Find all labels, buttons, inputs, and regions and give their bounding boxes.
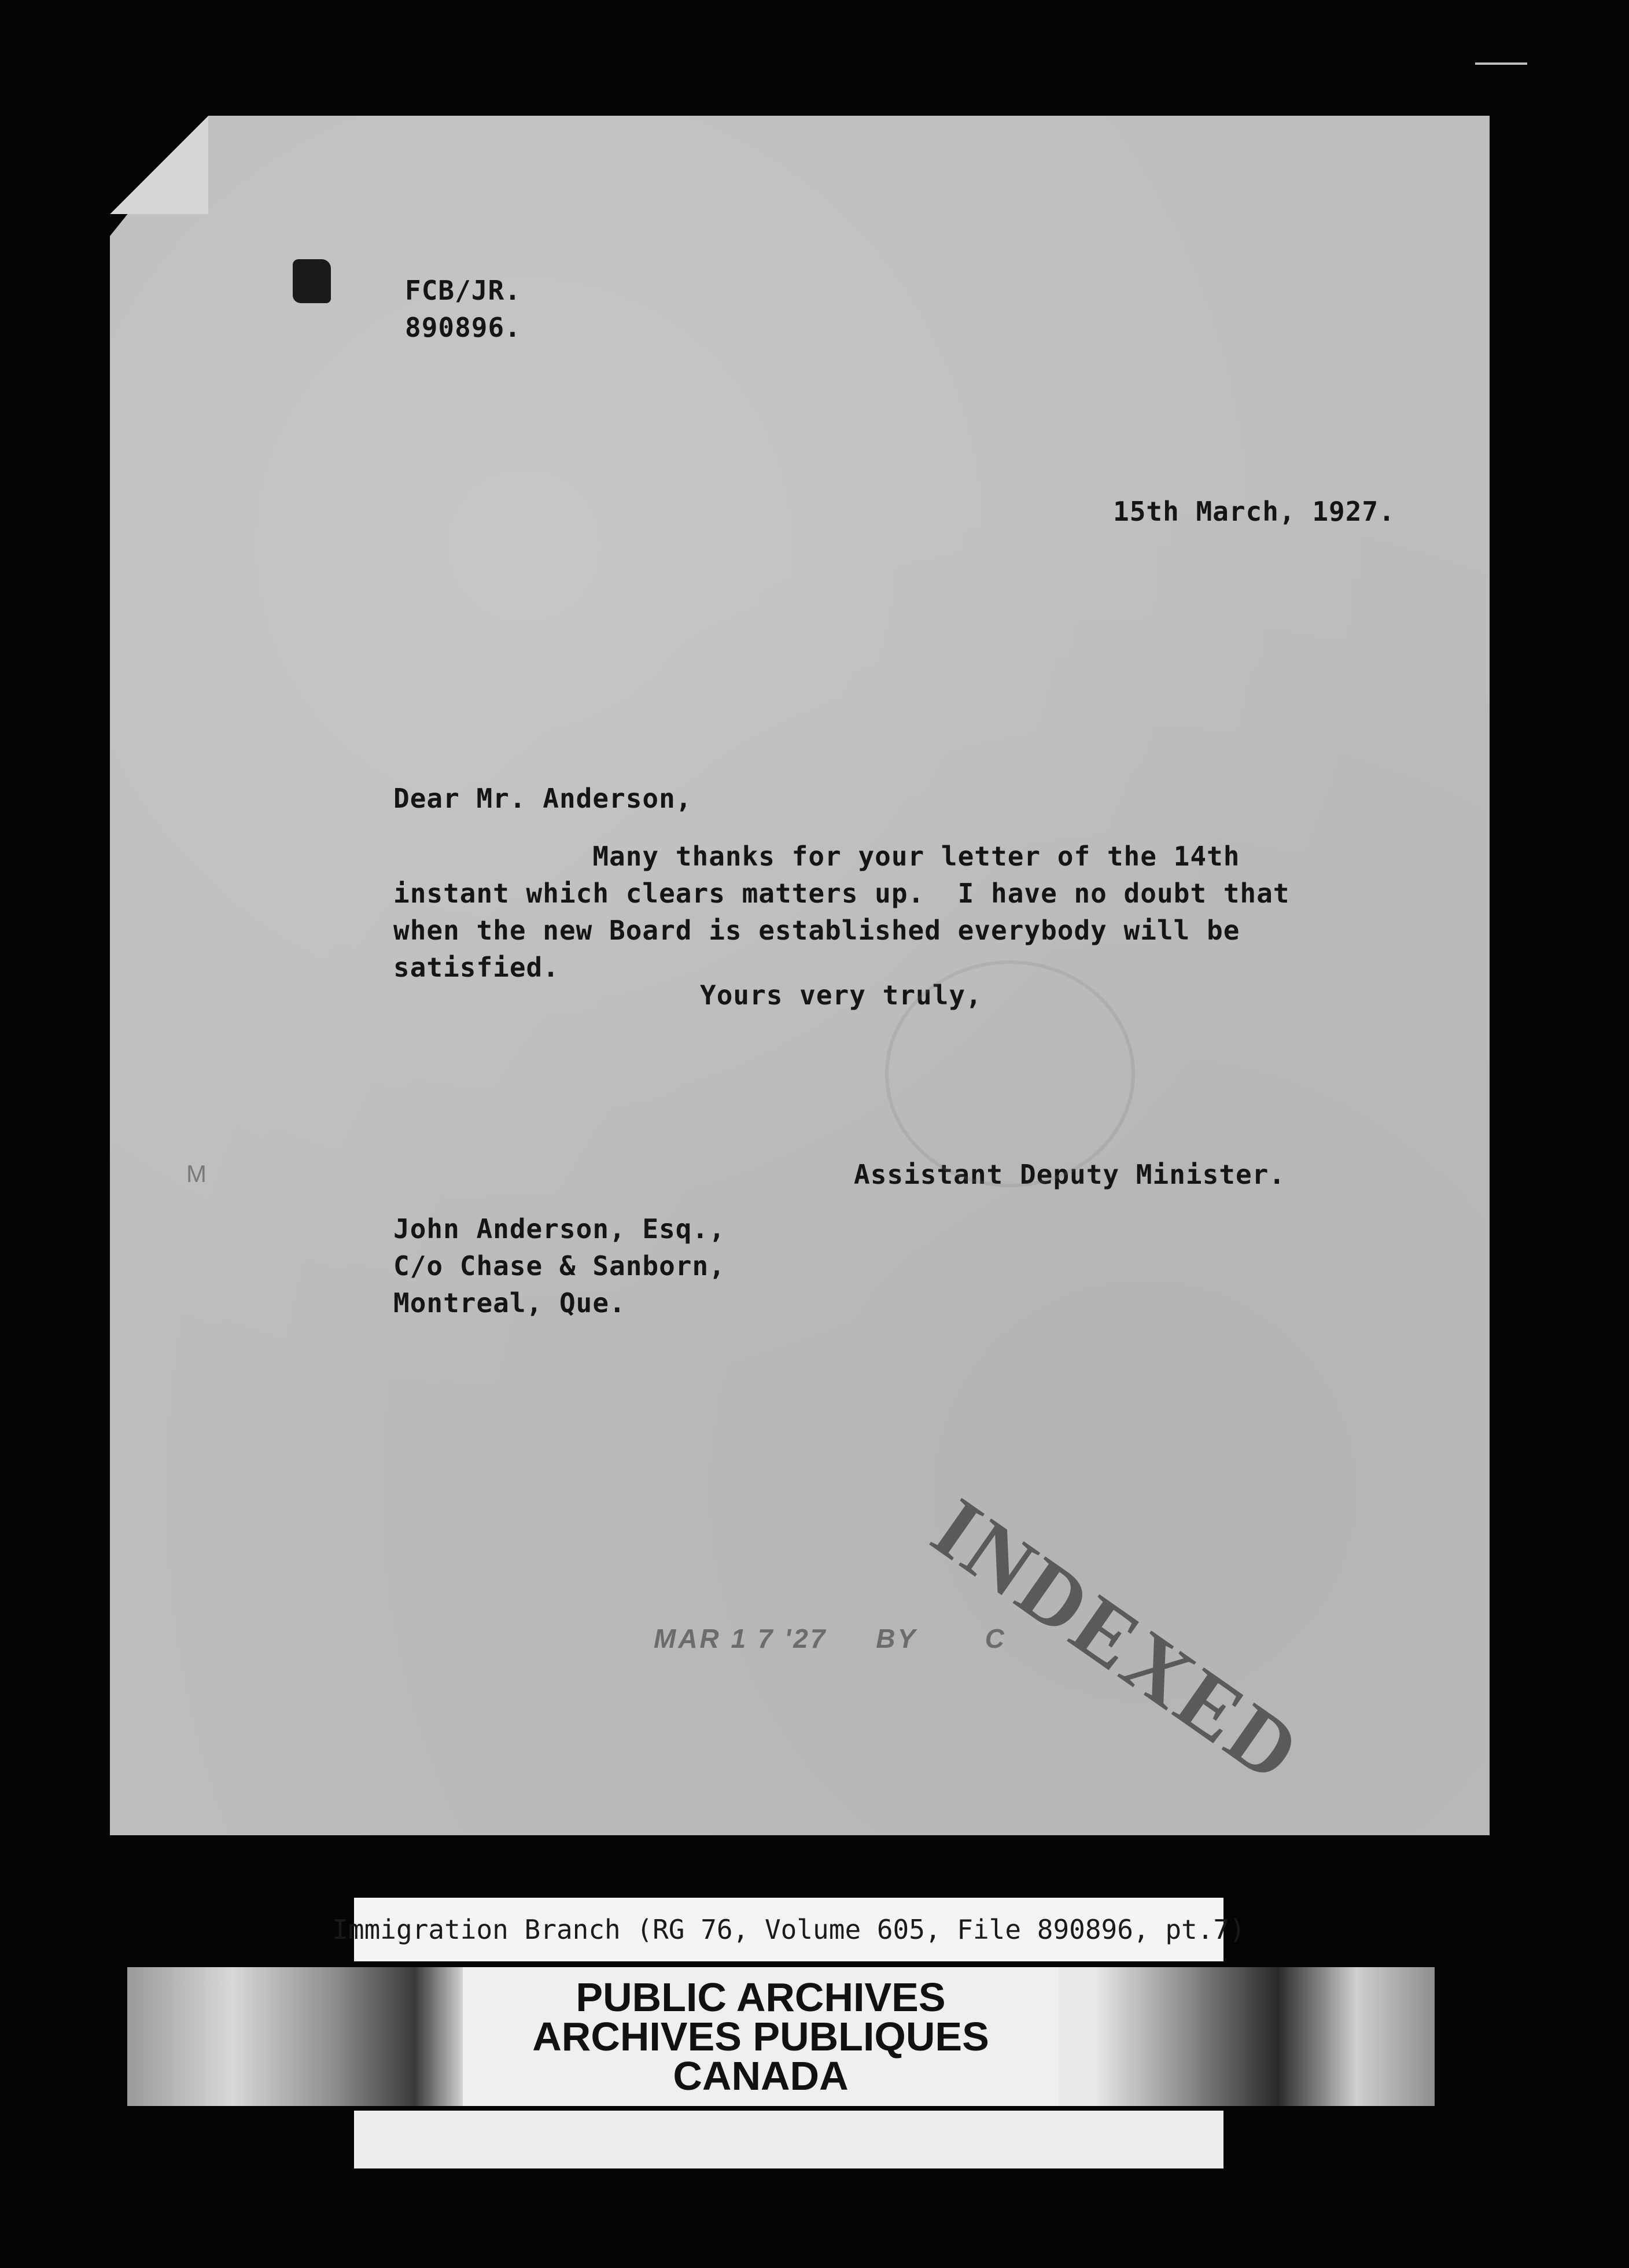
margin-mark: M <box>186 1160 207 1187</box>
archive-citation-label <box>332 1898 1245 1961</box>
blank-label-strip <box>354 2111 1223 2168</box>
archives-line-country: CANADA <box>673 2053 849 2098</box>
signature-title: Assistant Deputy Minister. <box>854 1159 1286 1190</box>
archives-line-french: ARCHIVES PUBLIQUES <box>532 2014 989 2059</box>
archives-line-english: PUBLIC ARCHIVES <box>576 1975 946 2020</box>
letter-date: 15th March, 1927. <box>1113 496 1395 527</box>
received-date-stamp: MAR 1 7 '27 BY C <box>654 1623 1007 1654</box>
public-archives-label <box>463 1967 1059 2106</box>
indexed-stamp: INDEXED <box>916 1479 1319 1802</box>
recipient-address: John Anderson, Esq., C/o Chase & Sanborn, Montreal, Que. <box>393 1213 725 1319</box>
letter-body: Many thanks for your letter of the 14th instant which clears matters up. I have no doubt that when the new Board is established everybody will be satisfied. <box>393 841 1290 983</box>
film-corner-mark <box>1475 62 1527 65</box>
salutation: Dear Mr. Anderson, <box>393 783 692 814</box>
archive-citation: Immigration Branch (RG 76, Volume 605, File 890896, pt.7) <box>332 1914 1245 1945</box>
faint-stamp-ring <box>885 960 1135 1187</box>
folded-corner <box>110 116 208 214</box>
file-reference: FCB/JR. 890896. <box>405 275 521 343</box>
redaction-mark <box>293 259 331 303</box>
complimentary-close: Yours very truly, <box>700 980 982 1011</box>
